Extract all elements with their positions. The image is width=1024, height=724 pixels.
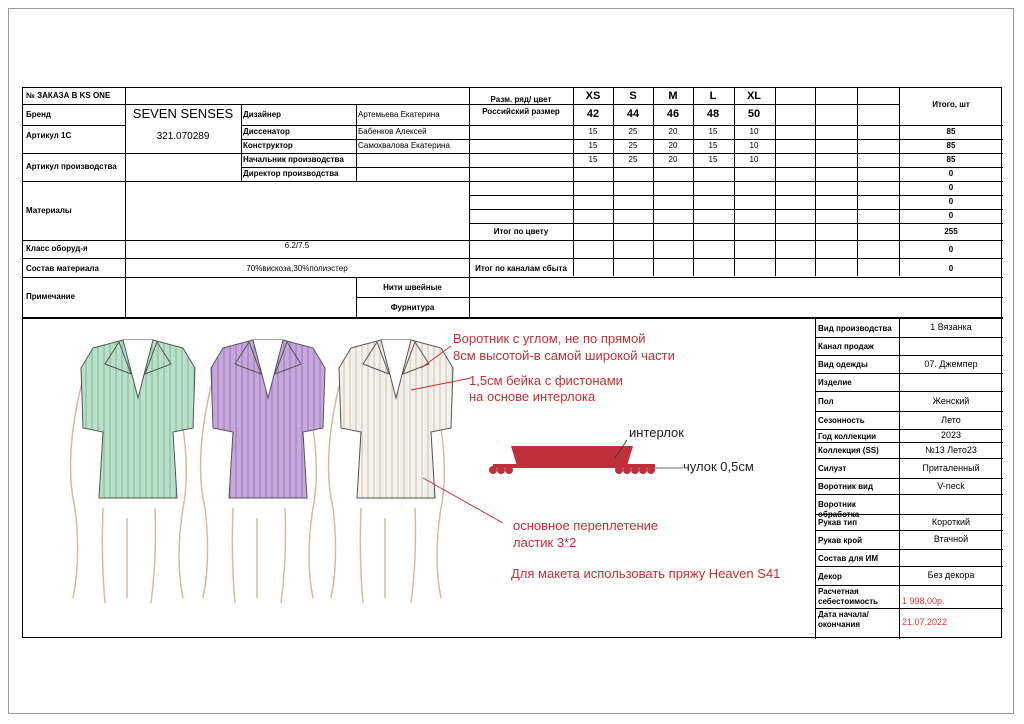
composition-label: Состав материала [26, 264, 99, 273]
spec-value: Без декора [927, 570, 975, 580]
size-letter: XS [585, 90, 601, 102]
size-row-label: Разм. ряд/ цвет [490, 95, 552, 104]
annotation-collar-1: Воротник с углом, не по прямой [453, 331, 646, 346]
row-total: 0 [948, 183, 954, 192]
size-number: 50 [747, 108, 761, 120]
spec-value: Лето [941, 414, 961, 425]
size-number: 48 [706, 108, 720, 120]
channel-total-label: Итог по каналам сбыта [475, 264, 567, 273]
role-value: Самохвалова Екатерина [358, 141, 450, 150]
spec-value: 2023 [940, 430, 962, 440]
role-value: Бабенков Алексей [358, 127, 427, 136]
row-total: 0 [948, 211, 954, 220]
spec-label: Состав для ИМ [818, 553, 878, 563]
size-letter: M [668, 90, 678, 102]
size-letter: L [709, 90, 717, 102]
color-total-label: Итог по цвету [493, 227, 549, 236]
row-total: 85 [946, 127, 956, 136]
spec-label: Вид производства [818, 323, 892, 333]
role-label: Директор производства [243, 169, 339, 178]
spec-value: 1 Вязанка [930, 322, 972, 332]
size-qty-cell: 10 [749, 141, 759, 150]
spec-value: 1 998,00р. [902, 596, 945, 606]
article-1c-value: 321.070289 [156, 131, 210, 142]
total-row2: 0 [948, 245, 954, 254]
brand-label: Бренд [26, 110, 51, 119]
size-number: 44 [626, 108, 640, 120]
size-row-label-ru: Российский размер [482, 107, 560, 116]
spec-value: 21.07.2022 [902, 617, 948, 627]
order-label: № ЗАКАЗА В KS ONE [26, 91, 111, 100]
role-label: Конструктор [243, 141, 293, 150]
spec-value: №13 Лето23 [925, 444, 977, 455]
spec-value: Женский [932, 395, 970, 406]
jumper-mint [81, 340, 195, 498]
garment-sketch [23, 318, 815, 640]
spec-label: Воротник вид [818, 482, 874, 491]
spec-value: Приталенный [922, 462, 980, 473]
size-qty-cell: 20 [668, 155, 678, 164]
spec-label: Канал продаж [818, 342, 874, 351]
article-prod-label: Артикул производства [26, 162, 117, 171]
size-qty-cell: 15 [588, 141, 598, 150]
annotation-weave-1: основное переплетение [513, 518, 659, 533]
spec-label: Дата начала/окончания [818, 610, 869, 629]
equipment-label: Класс оборуд-я [26, 244, 88, 253]
size-number: 42 [586, 108, 600, 120]
row-total: 85 [946, 155, 956, 164]
size-qty-cell: 15 [708, 141, 718, 150]
spec-value: V-neck [937, 480, 965, 491]
annotation-weave-2: ластик 3*2 [513, 535, 577, 550]
size-qty-cell: 15 [588, 155, 598, 164]
role-label: Дизайнер [243, 110, 282, 119]
spec-label: Силуэт [818, 464, 847, 473]
row-total: 0 [948, 197, 954, 206]
tech-spec-sheet [22, 87, 1002, 638]
size-qty-cell: 25 [628, 155, 638, 164]
size-letter: XL [746, 90, 762, 102]
materials-label: Материалы [26, 206, 72, 215]
jumper-ivory [339, 340, 453, 498]
spec-label: Изделие [818, 378, 852, 387]
spec-label: Пол [818, 397, 834, 406]
spec-label: Расчетная себестоимость [818, 587, 879, 606]
role-value: Артемьева Екатерина [358, 110, 440, 119]
annotation-yarn: Для макета использовать пряжу Heaven S41 [511, 566, 781, 581]
channel-total: 0 [948, 264, 954, 273]
size-qty-cell: 10 [749, 155, 759, 164]
size-qty-cell: 15 [588, 127, 598, 136]
annotation-stocking: чулок 0,5см [683, 459, 754, 474]
spec-label: Рукав тип [818, 518, 858, 527]
equipment-value: 6.2/7.5 [284, 241, 310, 250]
spec-label: Вид одежды [818, 360, 868, 369]
row-total: 0 [948, 169, 954, 178]
spec-label: Коллекция (SS) [818, 446, 879, 455]
spec-value: Короткий [931, 516, 971, 527]
spec-label: Рукав крой [818, 535, 863, 545]
size-qty-cell: 25 [628, 127, 638, 136]
spec-value: Втачной [933, 534, 969, 544]
note-label: Примечание [26, 292, 76, 301]
brand-value: SEVEN SENSES [132, 106, 234, 121]
role-label: Диссенатор [243, 127, 290, 136]
spec-label: Сезонность [818, 416, 865, 425]
size-letter: S [629, 90, 637, 102]
spec-label: Воротник обработка [818, 500, 860, 519]
size-qty-cell: 25 [628, 141, 638, 150]
role-label: Начальник производства [243, 155, 344, 164]
size-qty-cell: 20 [668, 141, 678, 150]
spec-label: Декор [818, 571, 842, 581]
size-qty-cell: 15 [708, 155, 718, 164]
annotation-interlock: интерлок [629, 425, 684, 440]
thread-label: Нити швейные [383, 283, 442, 292]
total-header: Итого, шт [932, 100, 970, 109]
annotation-trim-1: 1,5см бейка с фистонами [469, 373, 623, 388]
annotation-collar-2: 8см высотой-в самой широкой части [453, 348, 675, 363]
annotation-trim-2: на основе интерлока [469, 389, 596, 404]
size-qty-cell: 15 [708, 127, 718, 136]
fittings-label: Фурнитура [390, 303, 435, 312]
size-number: 46 [666, 108, 680, 120]
size-qty-cell: 10 [749, 127, 759, 136]
article-1c-label: Артикул 1С [26, 131, 72, 140]
size-qty-cell: 20 [668, 127, 678, 136]
fabric-section [489, 440, 683, 474]
color-total: 255 [944, 227, 958, 236]
composition-value: 70%вискоза,30%полиэстер [246, 264, 348, 273]
row-total: 85 [946, 141, 956, 150]
spec-label: Год коллекции [818, 431, 877, 441]
jumper-lilac [211, 340, 325, 498]
spec-value: 07. Джемпер [924, 358, 978, 369]
